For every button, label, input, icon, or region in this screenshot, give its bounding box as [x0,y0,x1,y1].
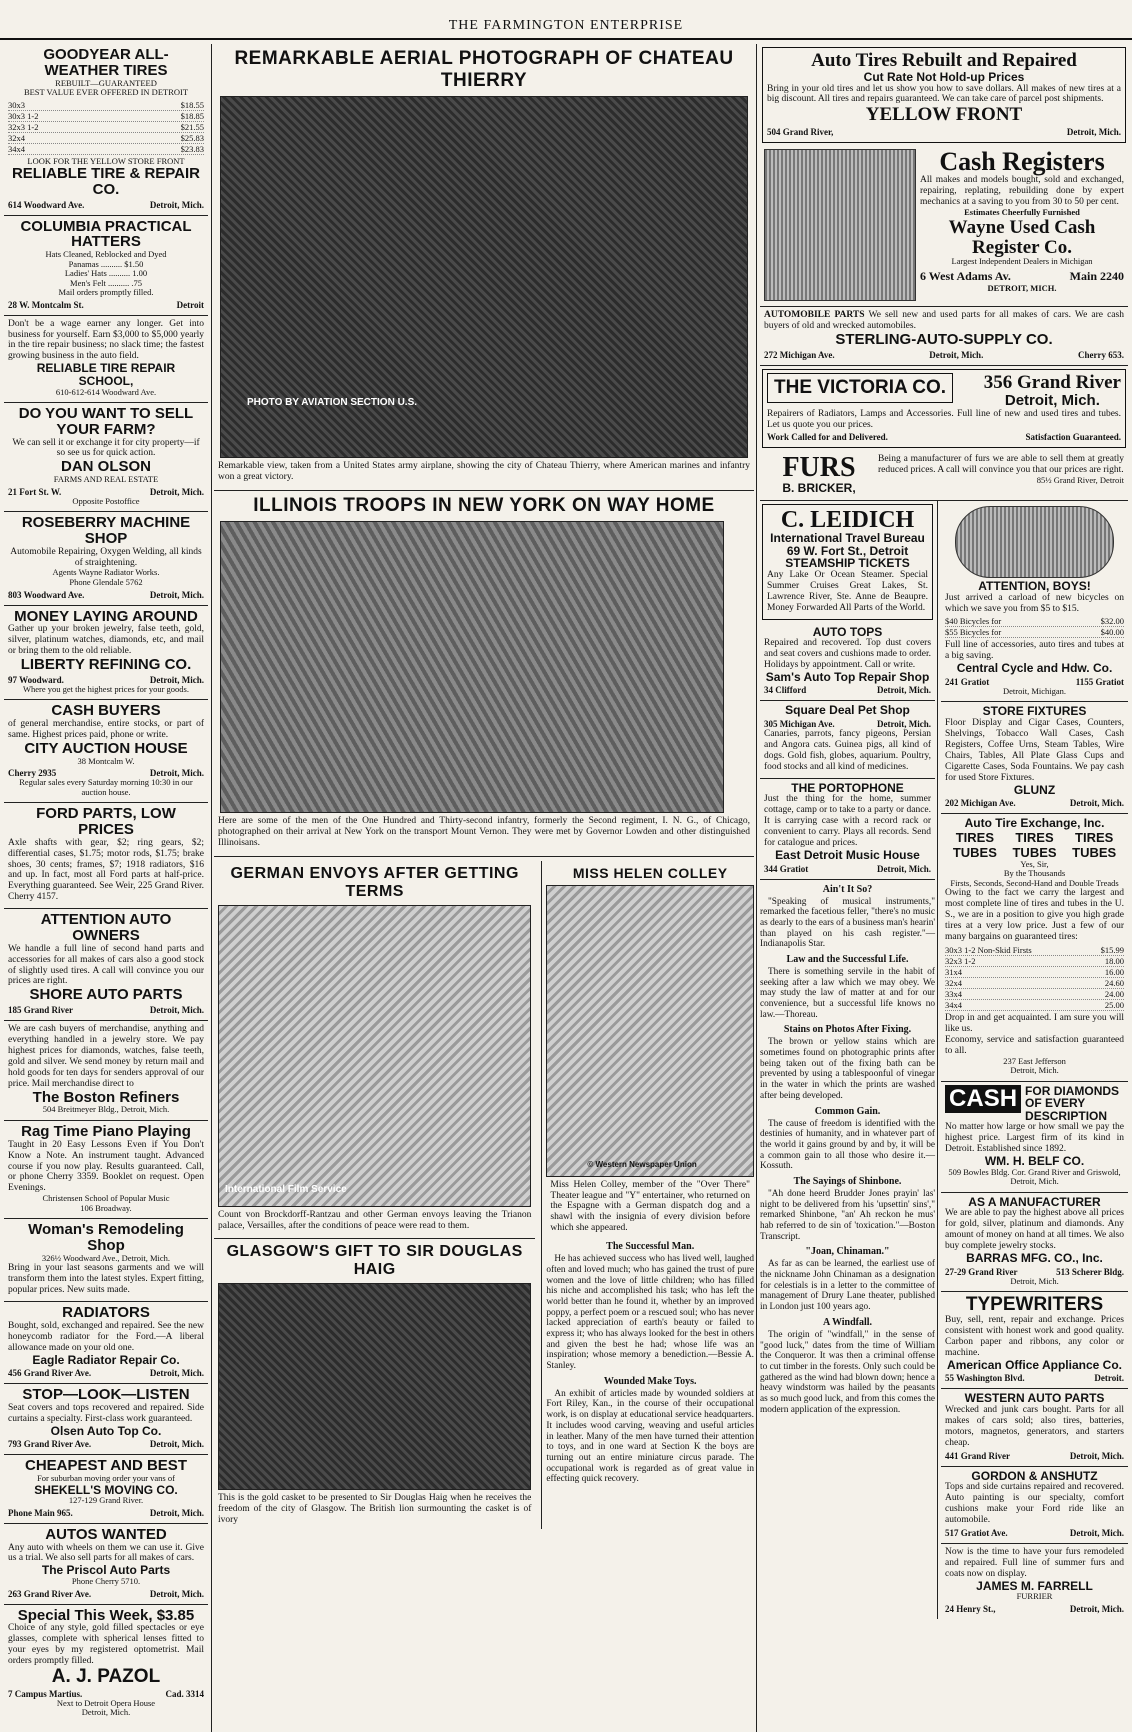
ad-title: Cash Registers [939,147,1105,177]
sterling-auto-supply-ad: AUTOMOBILE PARTS We sell new and used parts for all makes of cars. We are cash buyers of old and wrecked automobiles. STERLING-AUTO-SUPPLY CO. 272 Michigan Ave. Detroit, Mich. Cherry 653. [760,307,1128,366]
tires-word: TUBES [1012,844,1057,860]
column-rule [211,44,212,1732]
story-body: "Ah done heerd Brudder Jones prayin' las' night to be delivered from his 'upsettin' sins'," remarked Shinbone, "an' Ah reckon he mus' hab referred to de sin of 'toxication."—Boston Transcript. [760,1188,936,1242]
tires-word: TUBES [1072,844,1117,860]
price-row: 30x3 1-2 $18.85 [8,110,204,121]
advertiser-name: The Boston Refiners [32,1088,180,1106]
bricker-furs-ad: FURS B. BRICKER, Being a manufacturer of furs we are able to sell them at greatly reduced prices. A call will convince you that our prices are right. 85½ Grand River, Detroit [760,451,1128,501]
story-body: An exhibit of articles made by wounded soldiers at Fort Riley, Kan., in the course of their occupational work, is on display at educational service headquarters. It includes wood carving, weaving and useful articles in leather. Many of the men have turned their attention to toys, and in one ward at Section K the boys are turning out an entire miniature circus parade. The occupational work is regarded as of great value in effecting quick recovery. [546,1388,754,1485]
advertiser-name: C. LEIDICH [780,507,915,534]
advertiser-name: CITY AUCTION HOUSE [24,739,188,757]
ad-title: FORD PARTS, LOW PRICES [36,805,176,838]
colley-caption: Miss Helen Colley, member of the "Over There" Theater league and "Y" entertainer, who returned on the Espagne with a German dispatch dog and a shawl with the insignia of every division before which she appeared. [550,1179,750,1234]
ad-title: FURS [782,452,856,484]
boston-refiners-ad: We are cash buyers of merchandise, anything and everything handled in a jewelry store. We pay highest prices for diamonds, watches, false teeth, gold and silver. We send money by return mail and hold goods for ten days for senders approval of our price. Mail merchandise direct to The Boston Refiners 504 Breitmeyer Bldg., Detroit, Mich. [4,1021,208,1121]
price-row: 32x3 1-2 $21.55 [8,121,204,132]
ad-title: DO YOU WANT TO SELL YOUR FARM? [18,405,194,438]
ad-title: Special This Week, $3.85 [17,1606,195,1624]
story-body: The cause of freedom is identified with the destinies of humanity, and in whatever part of the world it gains ground by and by, it will be a common gain to all those who desire it.—Kossuth. [760,1118,936,1172]
glasgow-caption: This is the gold casket to be presented to Sir Douglas Haig when he receives the freedom of the city of Glasgow. The British lion surmounting the casket is of ivory [218,1493,532,1526]
gordon-anshutz-ad: GORDON & ANSHUTZ Tops and side curtains repaired and recovered. Auto painting is our specialty, comfort cushions make your Ford ride like an automobile. 517 Gratiot Ave. Detroit, Mich. [941,1467,1128,1544]
tubes-row [945,845,1124,860]
price-row: 34x4 $23.83 [8,143,204,154]
price-row: 32x4 $25.83 [8,132,204,143]
american-office-appliance-ad: TYPEWRITERS Buy, sell, rent, repair and exchange. Prices consistent with honest work and good quality. Carbon paper and ribbons, any color or machine. American Office Appliance Co. 55 Washington Blvd. Detroit. [941,1292,1128,1389]
price-row: 30x3 1-2 Non-Skid Firsts $15.99 [945,944,1124,955]
city-auction-ad: CASH BUYERS of general merchandise, entire stocks, or part of same. Highest prices paid, phone or write. CITY AUCTION HOUSE 38 Montcalm W. Cherry 2935 Detroit, Mich. Regular sales every Saturday morning 10:30 in our auction house. [4,700,208,803]
belf-diamonds-ad: CASH FOR DIAMONDS OF EVERY DESCRIPTION No matter how large or how small we pay the highest price. Largest firm of its kind in Detroit. Established since 1892. WM. H. BELF CO. 509 Bowles Bldg. Cor. Grand River and Griswold, Detroit, Mich. [941,1082,1128,1193]
story-heading: The Sayings of Shinbone. [793,1175,902,1187]
ad-title: AUTOS WANTED [45,1525,167,1543]
price-row: 34x4 25.00 [945,999,1124,1010]
advertiser-name: Square Deal Pet Shop [785,703,910,718]
advertiser-name: BARRAS MFG. CO., Inc. [966,1251,1103,1266]
advertiser-name: East Detroit Music House [775,847,920,862]
tires-word: TIRES [1075,829,1114,845]
ad-title: Auto Tires Rebuilt and Repaired [811,50,1077,71]
advertiser-name: American Office Appliance Co. [947,1357,1122,1372]
center-news-column [214,44,754,1732]
advertiser-name: SHEKELL'S MOVING CO. [34,1482,178,1497]
advertiser-name: B. BRICKER, [782,481,856,496]
advertiser-name: Auto Tire Exchange, Inc. [964,816,1105,831]
advertiser-name: DAN OLSON [61,458,151,476]
story-heading: "Joan, Chinaman." [805,1246,890,1258]
roseberry-ad: ROSEBERRY MACHINE SHOP Automobile Repairing, Oxygen Welding, all kinds of straightening. Agents Wayne Radiator Works. Phone Glendale 5762 803 Woodward Ave. Detroit, Mich. [4,512,208,605]
story-body: As far as can be learned, the earliest use of the nickname John Chinaman as a designation for celestials is in a letter to the committee of management of Drury Lane theater, published in London just 100 years ago. [760,1259,936,1313]
story-body: The origin of "windfall," in the sense of "good luck," dates from the time of William the Conqueror. It was then a criminal offense to cut timber in the forests. Only such could be gathered as the wind had blown down; hence a heavy windstorm was hailed by the peasants as so much good luck, and from this comes the modern application of the expression. [760,1329,936,1415]
portophone-ad: THE PORTOPHONE Just the thing for the home, summer cottage, camp or to take to a party or dance. It is carrying case with a record rack or convenient to carry. Plays all records. Send for catalogue and prices. East Detroit Music House 344 Gratiot Detroit, Mich. [760,779,935,880]
ad-title: FOR DIAMONDS OF EVERY DESCRIPTION [1025,1083,1120,1123]
story-heading: A Windfall. [822,1316,873,1328]
farrell-furrier-ad: Now is the time to have your furs remodeled and repaired. Full line of summer furs and coats now on display. JAMES M. FARRELL FURRIER 24 Henry St., Detroit, Mich. [945,1546,1124,1614]
colley-headline: MISS HELEN COLLEY [572,864,728,881]
ad-title: AS A MANUFACTURER [968,1194,1101,1209]
ad-title: COLUMBIA PRACTICAL HATTERS [20,217,192,251]
ad-title: MONEY LAYING AROUND [14,607,198,625]
envoys-caption: Count von Brockdorff-Rantzau and other German envoys leaving the Trianon palace, Versailles, after the conditions of peace were read to them. [218,1209,532,1231]
ragtime-ad: Rag Time Piano Playing Taught in 20 Easy Lessons Even if You Don't Know a Note. An instrument taught. Advanced course if you now play. Results guaranteed. Call, or phone Cherry 3359. Booklet on request. Open Evenings. Christensen School of Popular Music 106 Broadway. [4,1121,208,1219]
glasgow-headline: GLASGOW'S GIFT TO SIR DOUGLAS HAIG [226,1243,523,1279]
ad-title: ATTENTION, BOYS! [978,579,1091,594]
cash-register-icon [764,149,916,301]
ad-title: Woman's Remodeling Shop [28,1221,184,1255]
advertiser-name: STERLING-AUTO-SUPPLY CO. [835,331,1053,349]
advertiser-name: YELLOW FRONT [865,104,1023,126]
column-rule [756,44,757,1732]
advertiser-name: JAMES M. FARRELL [976,1578,1093,1593]
right-ads-column [760,44,1128,1732]
cash-logo: CASH [945,1085,1021,1113]
ad-title: ROSEBERRY MACHINE SHOP [21,514,191,547]
advertiser-name: GLUNZ [1013,782,1056,797]
barras-mfg-ad: AS A MANUFACTURER We are able to pay the highest above all prices for gold, silver, platinum and diamonds. Any amount of money on hand at all times. We also buy complete jewelry stocks. BARRAS MFG. CO., Inc. 27-29 Grand River 513 Scherer Bldg. Detroit, Mich. [941,1193,1128,1292]
ad-title: STORE FIXTURES [982,704,1087,719]
ad-title: TYPEWRITERS [965,1294,1104,1316]
advertiser-name: LIBERTY REFINING CO. [20,656,192,674]
leidich-travel-ad: C. LEIDICH International Travel Bureau 69 W. Fort St., Detroit STEAMSHIP TICKETS Any Lake Or Ocean Steamer. Special Summer Cruises Great Lakes, St. Lawrence River, Ste. Anne de Beaupre. Money Forwarded All Parts of the World. [762,504,933,619]
advertiser-name: Central Cycle and Hdw. Co. [956,661,1113,676]
right-split-section [760,501,1128,1619]
ad-title: GORDON & ANSHUTZ [971,1468,1098,1483]
glunz-fixtures-ad: STORE FIXTURES Floor Display and Cigar Cases, Counters, Shelvings, Tobacco Wall Cases, Cash Registers, Coffee Urns, Steam Tables, Wire Chairs, Tables, All Plate Glass Cups and Cigarette Cases, Soda Fountains. We pay cash for used Store Fixtures. GLUNZ 202 Michigan Ave. Detroit, Mich. [941,702,1128,814]
tires-word: TIRES [1015,829,1054,845]
advertiser-name: A. J. PAZOL [51,1665,161,1687]
left-ads-column [4,44,208,1732]
columbia-hatters-ad: COLUMBIA PRACTICAL HATTERS Hats Cleaned, Reblocked and Dyed Panamas .......... $1.50 Ladies' Hats .......... 1.00 Men's Felt .......... .75 Mail orders promptly filled. 28 W. Montcalm St. Detroit [4,216,208,316]
pazol-ad: Special This Week, $3.85 Choice of any style, gold filled spectacles or eye glasses, complete with spherical lenses fitted to your eyes by my registered optometrist. Mail orders promptly filled. A. J. PAZOL 7 Campus Martius. Cad. 3314 Next to Detroit Opera House Detroit, Mich. [8,1606,204,1718]
story-body: He has achieved success who has lived well, laughed often and loved much; who has gained the trust of pure women and the love of little children; who has filled his niche and accomplished his task; who has left the world better than he found it, whether by an improved poppy, a perfect poem or a rescued soul; who has never lacked appreciation of earth's beauty or failed to express it; who has always looked for the best in others and given the best he had; whose life was an inspiration; whose memory a benediction.—Bessie A. Stanley. [546,1254,754,1372]
price-row: 31x4 16.00 [945,966,1124,977]
tires-word: TUBES [952,844,997,860]
misc-column-stories [760,884,935,1416]
photo-credit: © Western Newspaper Union [587,1159,697,1169]
illinois-headline: ILLINOIS TROOPS IN NEW YORK ON WAY HOME [253,494,715,516]
chateau-aerial-photo [220,96,748,458]
photo-credit: PHOTO BY AVIATION SECTION U.S. [247,397,418,408]
german-envoys-photo [218,905,531,1207]
advertiser-name: WM. H. BELF CO. [984,1154,1085,1169]
olsen-auto-top-ad: STOP—LOOK—LISTEN Seat covers and tops recovered and repaired. Side curtains a specialty. First-class work guaranteed. Olsen Auto Top Co. 793 Grand River Ave. Detroit, Mich. [4,1384,208,1455]
story-heading: Common Gain. [814,1105,881,1117]
bicycle-icon [955,506,1114,578]
right-subcolumn-b [938,501,1128,1619]
photo-credit: International Film Service [225,1183,347,1195]
helen-colley-photo [546,885,754,1177]
price-row: 33x4 24.00 [945,988,1124,999]
ad-title: CHEAPEST AND BEST [25,1457,187,1475]
ad-title: CASH BUYERS [51,702,161,720]
eagle-radiator-ad: RADIATORS Bought, sold, exchanged and repaired. See the new honeycomb radiator for the Ford.—A liberal allowance made on your old one. Eagle Radiator Repair Co. 456 Grand River Ave. Detroit, Mich. [4,1302,208,1384]
shekells-moving-ad: CHEAPEST AND BEST For suburban moving order your vans of SHEKELL'S MOVING CO. 127-129 Grand River. Phone Main 965. Detroit, Mich. [4,1455,208,1523]
price-list [8,100,204,155]
sams-auto-top-ad: AUTO TOPS Repaired and recovered. Top dust covers and seat covers and cushions made to order. Holidays by appointment. Call or write. Sam's Auto Top Repair Shop 34 Clifford Detroit, Mich. [760,623,935,702]
story-heading: The Successful Man. [606,1241,695,1253]
story-heading: Wounded Make Toys. [603,1375,697,1387]
advertiser-name: Wayne Used Cash Register Co. [948,216,1096,258]
story-heading: Law and the Successful Life. [786,953,909,965]
priscol-auto-parts-ad: AUTOS WANTED Any auto with wheels on them we can use it. Give us a trial. We also sell parts for all makes of cars. The Priscol Auto Parts Phone Cherry 5710. 263 Grand River Ave. Detroit, Mich. [4,1524,208,1605]
advertiser-name: RELIABLE TIRE & REPAIR CO. [11,165,201,198]
story-body: "Speaking of musical instruments," remarked the facetious feller, "there's no music as dearly to the ears of a business man's hearin' than played on his cash register."—Indianapolis Star. [760,896,936,950]
illinois-caption: Here are some of the men of the One Hundred and Thirty-second infantry, formerly the Second regiment, I. N. G., of Chicago, photographed on their arrival at New York on the transport Mount Vernon. They were met by Governor Lowden and other distinguished Illinoisans. [218,815,750,848]
square-deal-pet-ad: Square Deal Pet Shop 305 Michigan Ave. Detroit, Mich. Canaries, parrots, fancy pigeons, Persian and Angora cats. Guinea pigs, all kind of dogs. Gold fish, globes, aquarium. Poultry, food stocks and all kind of medicines. [760,701,935,778]
masthead: THE FARMINGTON ENTERPRISE [0,18,1132,40]
center-stories [546,1241,754,1485]
envoys-headline: GERMAN ENVOYS AFTER GETTING TERMS [230,864,519,900]
goodyear-ad: GOODYEAR ALL-WEATHER TIRES REBUILT—GUARANTEED BEST VALUE EVER OFFERED IN DETROIT 30x3 $18.55 30x3 1-2 $18.85 32x3 1-2 $21.55 32x4 $25.83 34x4 $23.83 LOOK FOR THE YELLOW STORE FRONT RELIABLE TIRE & REPAIR CO. 614 Woodward Ave. Detroit, Mich. [4,44,208,216]
ad-title: RADIATORS [62,1304,150,1322]
ad-title: ATTENTION AUTO OWNERS [40,911,172,944]
illinois-troops-photo [220,521,724,813]
wayne-cash-register-ad: Cash Registers All makes and models bought, sold and exchanged, repairing, replating, rebuilding done by expert mechanics at a saving to you from 30 to 50 per cent. Estimates Cheerfully Furnished Wayne Used Cash Register Co. Largest Independent Dealers in Michigan 6 West Adams Av. Main 2240 DETROIT, MICH. [760,146,1128,307]
gold-casket-photo [218,1283,531,1490]
advertiser-name: Eagle Radiator Repair Co. [32,1352,180,1367]
victoria-co-ad: THE VICTORIA CO. 356 Grand River Detroit, Mich. Repairers of Radiators, Lamps and Accessories. Full line of new and used tires and tubes. Let us quote you our prices. Work Called for and Delivered. Satisfaction Guaranteed. [762,369,1126,449]
advertiser-name: Olsen Auto Top Co. [50,1423,162,1438]
yellow-front-ad: Auto Tires Rebuilt and Repaired Cut Rate Not Hold-up Prices Bring in your old tires and let us show you how to save dollars. All makes of new tires at a big discount. All tires and repairs guaranteed. We can take care of parcel post shipments. YELLOW FRONT 504 Grand River, Detroit, Mich. [762,47,1126,143]
western-auto-parts-ad: WESTERN AUTO PARTS Wrecked and junk cars bought. Parts for all makes of cars sold; also tires, batteries, motors, magnetos, generators, and starters cheap. 441 Grand River Detroit, Mich. [941,1389,1128,1466]
right-subcolumn-a [760,501,938,1619]
auto-tire-exchange-ad: Auto Tire Exchange, Inc. TIRES TIRES TIRES TUBES TUBES TUBES Yes, Sir, By the Thousands Firsts, Seconds, Second-Hand and Double Treads Owing to the fact we carry the largest and most complete line of tires and tubes in the U. S., we are in a position to give you high grade tires at a very low price. Just a few of our many bargains on guaranteed tires: 30x3 1-2 Non-Skid Firsts $15.99 32x3 1-2 18.00 31x4 16.00 32x4 24.60 33x4 24.00 34x4 25.00 Drop in and get acquainted. I am sure you will like us. Economy, service and satisfaction guaranteed to all. 237 East Jefferson Detroit, Mich. [941,814,1128,1081]
farm-ad: DO YOU WANT TO SELL YOUR FARM? We can sell it or exchange it for city property—if so see us for quick action. DAN OLSON FARMS AND REAL ESTATE 21 Fort St. W. Detroit, Mich. Opposite Postoffice [4,403,208,512]
price-row: 32x4 24.60 [945,977,1124,988]
price-list [945,945,1124,1011]
lower-right-stories [541,861,754,1530]
advertiser-name: THE VICTORIA CO. [767,373,953,403]
ad-title: Rag Time Piano Playing [21,1122,191,1140]
ad-title: GOODYEAR ALL-WEATHER TIRES [43,46,169,79]
story-body: The brown or yellow stains which are sometimes found on photographic prints after being taken out of the fixing bath can be prevented by using a tablespoonful of vinegar in the water in which the prints are washed after being developed. [760,1037,936,1101]
ford-parts-ad: FORD PARTS, LOW PRICES Axle shafts with gear, $2; ring gears, $2; differential cases, $1.75; motor rods, $1.75; brake shoes, 30 cents; frames, $7; 1918 radiators, $16 and up. In fact, most all Ford parts at half-price. Everything guaranteed. See Weir, 225 Grand River. Cherry 4157. [4,803,208,909]
lower-left-stories [214,861,535,1530]
ad-title: THE PORTOPHONE [791,780,904,795]
advertiser-name: RELIABLE TIRE REPAIR SCHOOL, [36,361,176,388]
central-cycle-ad: ATTENTION, BOYS! Just arrived a carload of new bicycles on which we save you from $5 to $15. $40 Bicycles for $32.00 $55 Bicycles for $40.00 Full line of accessories, auto tires and tubes at a big saving. Central Cycle and Hdw. Co. 241 Gratiot 1155 Gratiot Detroit, Michigan. [941,501,1128,702]
price-list [945,616,1124,638]
story-heading: Ain't It So? [822,883,873,895]
chateau-headline: REMARKABLE AERIAL PHOTOGRAPH OF CHATEAU THIERRY [234,48,734,91]
ad-title: WESTERN AUTO PARTS [964,1391,1105,1406]
story-heading: Stains on Photos After Fixing. [783,1024,912,1036]
tire-school-ad: Don't be a wage earner any longer. Get into business for yourself. Earn $3,000 to $5,000 yearly in the tire repair business; no slack time; the fastest growing business in the auto field. RELIABLE TIRE REPAIR SCHOOL, 610-612-614 Woodward Ave. [4,316,208,403]
price-row: $55 Bicycles for $40.00 [945,627,1124,638]
shore-auto-parts-ad: ATTENTION AUTO OWNERS We handle a full line of second hand parts and accessories for all makes of cars also a good stock of slightly used tires. A call will convince you our prices are right. SHORE AUTO PARTS 185 Grand River Detroit, Mich. [4,909,208,1021]
story-body: There is something servile in the habit of seeking after a law which we may obey. We may study the law of matter at and for our convenience, but a successful life knows no law.—Thoreau. [760,966,936,1020]
liberty-refining-ad: MONEY LAYING AROUND Gather up your broken jewelry, false teeth, gold, silver, platinum watches, diamonds, etc, and mail or bring them to the old reliable. LIBERTY REFINING CO. 97 Woodward. Detroit, Mich. Where you get the highest prices for your goods. [4,606,208,701]
tires-row [945,830,1124,845]
price-row: 32x3 1-2 18.00 [945,955,1124,966]
advertiser-name: The Priscol Auto Parts [41,1563,171,1578]
advertiser-name: SHORE AUTO PARTS [29,986,183,1004]
ad-title: STOP—LOOK—LISTEN [22,1386,190,1404]
advertiser-name: Sam's Auto Top Repair Shop [765,669,930,684]
ad-title: AUTO TOPS [812,624,883,639]
price-row: 30x3 $18.55 [8,99,204,110]
chateau-caption: Remarkable view, taken from a United States army airplane, showing the city of Chateau Thierry, where American marines and infantry won a great victory. [218,461,750,482]
lower-news-row [214,861,754,1530]
tires-word: TIRES [955,829,994,845]
womans-remodeling-ad: Woman's Remodeling Shop 326½ Woodward Ave., Detroit, Mich. Bring in your last seasons garments and we will transform them into the latest styles. Expert fitting, popular prices. New suits made. [4,1219,208,1302]
price-row: $40 Bicycles for $32.00 [945,616,1124,627]
